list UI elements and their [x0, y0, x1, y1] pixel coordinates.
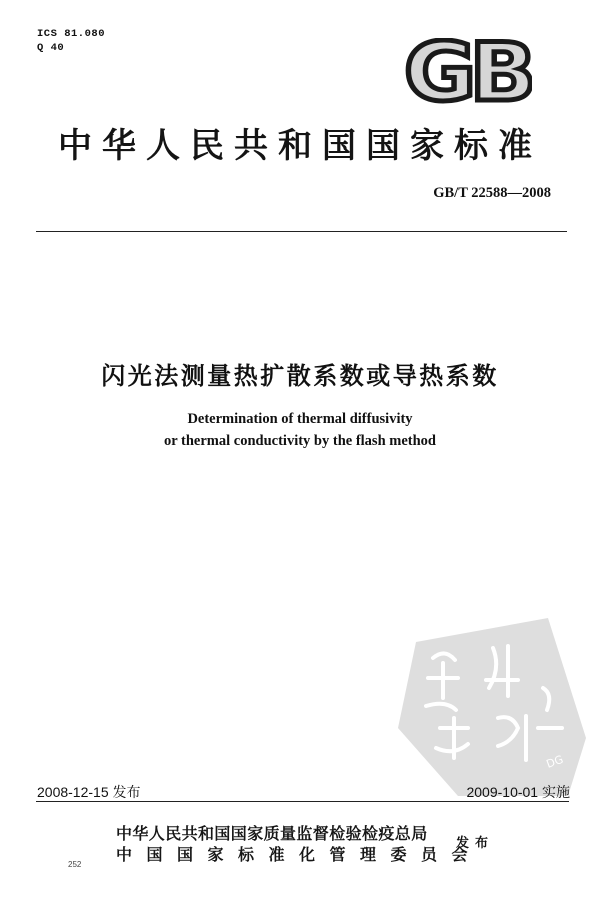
header-divider: [36, 231, 567, 232]
footer-divider: [36, 801, 569, 802]
ccs-code: Q 40: [37, 42, 65, 54]
document-title-en-line1: Determination of thermal diffusivity: [187, 411, 413, 427]
implementation-date: 2009-10-01 实施: [466, 784, 570, 800]
document-title-cn: 闪光法测量热扩散系数或导热系数: [101, 362, 499, 390]
issuing-agency-1: 中华人民共和国国家质量监督检验检疫总局: [116, 824, 428, 843]
document-title-en-line2: or thermal conductivity by the flash method: [163, 433, 436, 449]
watermark-seal: [398, 618, 586, 796]
standard-title: 中华人民共和国国家标准: [58, 126, 542, 166]
page-number: 252: [68, 860, 82, 869]
gb-logo: [402, 38, 532, 106]
issue-date: 2008-12-15 发布: [37, 784, 141, 800]
svg-text:DG: DG: [544, 752, 566, 771]
ics-code: ICS 81.080: [37, 28, 106, 40]
issued-label: 发布: [456, 836, 495, 851]
gb-logo-text: GB: [404, 38, 532, 106]
issuing-agency-2: 中国国家标准化管理委员会: [116, 845, 483, 864]
standard-number: GB/T 22588—2008: [433, 185, 551, 201]
